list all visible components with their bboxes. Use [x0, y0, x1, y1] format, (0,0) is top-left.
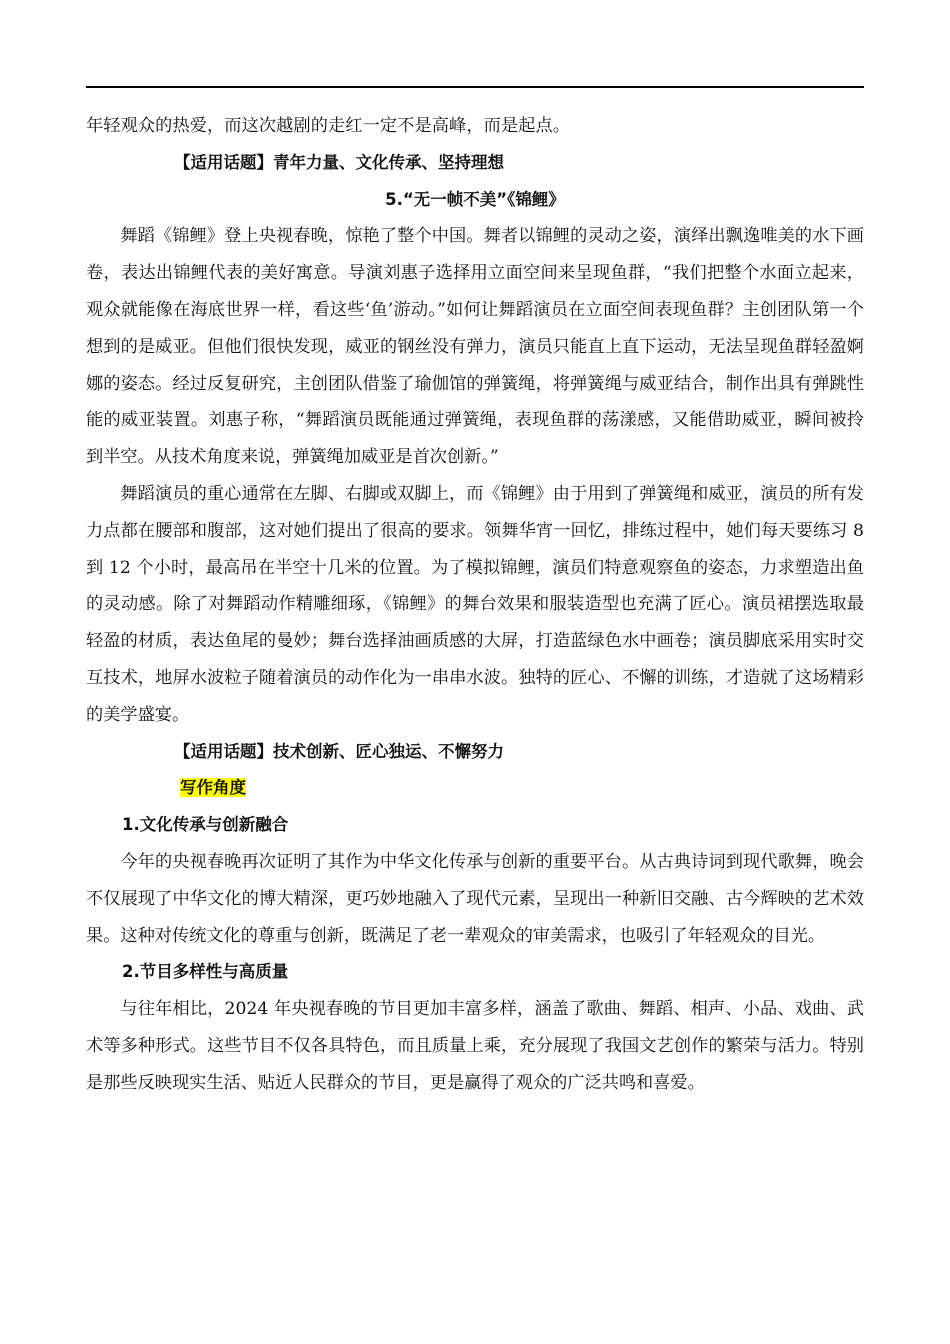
- writing-angle-heading: [86, 770, 864, 807]
- highlighted-label: 写作角度: [180, 778, 246, 798]
- document-page: [86, 108, 864, 1102]
- header-rule: [86, 86, 864, 88]
- applicable-topics-2: 【适用话题】技术创新、匠心独运、不懈努力: [174, 741, 504, 761]
- section-title: 5.“无一帧不美”《锦鲤》: [385, 189, 565, 209]
- angle-1-heading: 1.文化传承与创新融合: [122, 815, 289, 835]
- angle-2-heading: 2.节目多样性与高质量: [122, 962, 289, 982]
- applicable-topics-1: 【适用话题】青年力量、文化传承、坚持理想: [174, 152, 504, 172]
- angle-2-body: 与往年相比，2024 年央视春晚的节目更加丰富多样，涵盖了歌曲、舞蹈、相声、小品、戏曲、武术等多种形式。这些节目不仅各具特色，而且质量上乘，充分展现了我国文艺创作的繁荣与活力。特别是那些反映现实生活、贴近人民群众的节目，更是赢得了观众的广泛共鸣和喜爱。: [86, 999, 864, 1093]
- paragraph-2: 舞蹈演员的重心通常在左脚、右脚或双脚上，而《锦鲤》由于用到了弹簧绳和威亚，演员的所有发力点都在腰部和腹部，这对她们提出了很高的要求。领舞华宵一回忆，排练过程中，她们每天要练习 8 到 12 个小时，最高吊在半空十几米的位置。为了模拟锦鲤，演员们特意观察鱼的姿态，力求塑造出鱼的灵动感。除了对舞蹈动作精雕细琢，《锦鲤》的舞台效果和服装造型也充满了匠心。演员裙摆选取最轻盈的材质，表达鱼尾的曼妙；舞台选择油画质感的大屏，打造蓝绿色水中画卷；演员脚底采用实时交互技术，地屏水波粒子随着演员的动作化为一串串水波。独特的匠心、不懈的训练，才造就了这场精彩的美学盛宴。: [86, 483, 864, 725]
- angle-1-body: 今年的央视春晚再次证明了其作为中华文化传承与创新的重要平台。从古典诗词到现代歌舞，晚会不仅展现了中华文化的博大精深，更巧妙地融入了现代元素，呈现出一种新旧交融、古今辉映的艺术效果。这种对传统文化的尊重与创新，既满足了老一辈观众的审美需求，也吸引了年轻观众的目光。: [86, 851, 864, 946]
- paragraph-1: 舞蹈《锦鲤》登上央视春晚，惊艳了整个中国。舞者以锦鲤的灵动之姿，演绎出飘逸唯美的水下画卷，表达出锦鲤代表的美好寓意。导演刘惠子选择用立面空间来呈现鱼群，“我们把整个水面立起来，观众就能像在海底世界一样，看这些‘鱼’游动。”如何让舞蹈演员在立面空间表现鱼群？主创团队第一个想到的是威亚。但他们很快发现，威亚的钢丝没有弹力，演员只能直上直下运动，无法呈现鱼群轻盈婀娜的姿态。经过反复研究，主创团队借鉴了瑜伽馆的弹簧绳，将弹簧绳与威亚结合，制作出具有弹跳性能的威亚装置。刘惠子称，“舞蹈演员既能通过弹簧绳，表现鱼群的荡漾感，又能借助威亚，瞬间被拎到半空。从技术角度来说，弹簧绳加威亚是首次创新。”: [86, 226, 864, 468]
- continuation-text: 年轻观众的热爱，而这次越剧的走红一定不是高峰，而是起点。: [86, 116, 571, 136]
